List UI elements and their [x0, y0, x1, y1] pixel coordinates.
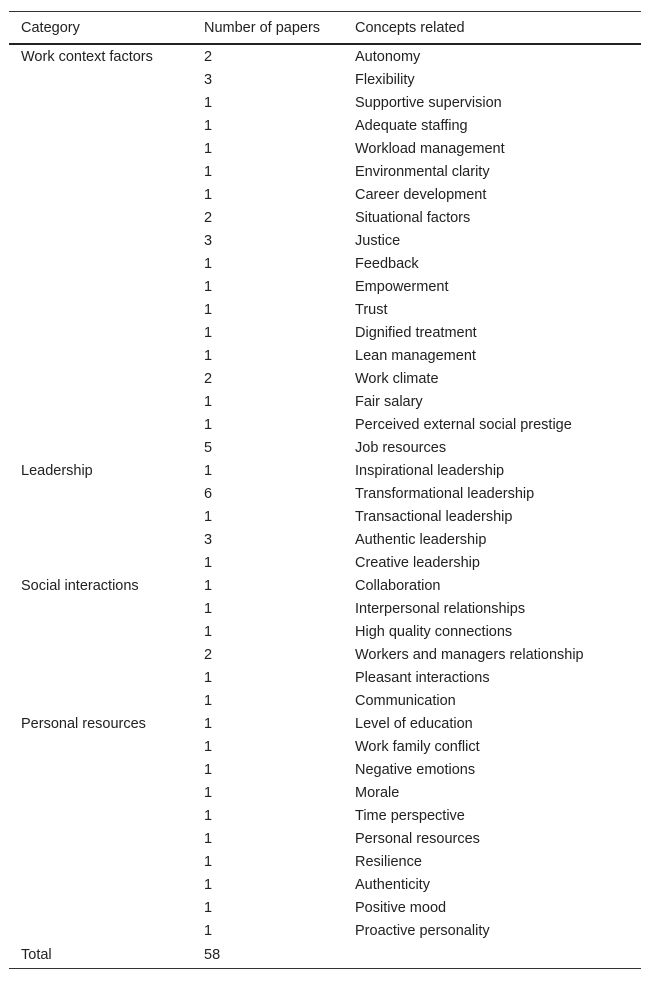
category-cell: [9, 666, 192, 689]
total-label: Total: [21, 947, 52, 963]
category-cell: [9, 735, 192, 758]
concept-cell: Adequate staffing: [355, 117, 468, 134]
concept-cell: Pleasant interactions: [355, 669, 490, 686]
concept-cell: Career development: [355, 186, 487, 203]
table-row: [9, 804, 641, 827]
paper-count-cell: 1: [204, 899, 213, 916]
paper-count-cell: 1: [204, 186, 213, 203]
table-row: [9, 229, 641, 252]
concept-cell: Authenticity: [355, 876, 430, 893]
concept-cell: Situational factors: [355, 209, 471, 226]
concept-cell: Proactive personality: [355, 922, 490, 939]
table-row: [9, 91, 641, 114]
concept-cell: Time perspective: [355, 807, 465, 824]
concept-cell: Autonomy: [355, 48, 421, 65]
concept-cell: Empowerment: [355, 278, 449, 295]
concept-cell: Job resources: [355, 439, 447, 456]
category-cell: [9, 758, 192, 781]
concept-cell: Transactional leadership: [355, 508, 513, 525]
paper-count-cell: 1: [204, 853, 213, 870]
category-cell: [9, 804, 192, 827]
table-row: [9, 413, 641, 436]
table-row: [9, 643, 641, 666]
table-row: [9, 183, 641, 206]
category-cell: [9, 551, 192, 574]
category-cell: Work context factors: [21, 48, 153, 65]
paper-count-cell: 1: [204, 669, 213, 686]
concept-cell: Transformational leadership: [355, 485, 535, 502]
paper-count-cell: 1: [204, 692, 213, 709]
table-row: [9, 712, 641, 735]
category-cell: [9, 114, 192, 137]
concept-cell: Creative leadership: [355, 554, 480, 571]
paper-count-cell: 1: [204, 922, 213, 939]
table-row: [9, 827, 641, 850]
category-cell: [9, 160, 192, 183]
concept-cell: Supportive supervision: [355, 94, 502, 111]
concept-cell: Feedback: [355, 255, 419, 272]
category-cell: [9, 321, 192, 344]
category-cell: [9, 620, 192, 643]
header-row: [9, 12, 641, 45]
concept-cell: Trust: [355, 301, 388, 318]
paper-count-cell: 1: [204, 830, 213, 847]
category-cell: [9, 850, 192, 873]
concepts-table-container: [9, 11, 641, 969]
category-cell: [9, 873, 192, 896]
header-category: Category: [21, 19, 80, 36]
concept-cell: Flexibility: [355, 71, 415, 88]
concept-cell: Dignified treatment: [355, 324, 477, 341]
table-row: [9, 275, 641, 298]
table-row: [9, 689, 641, 712]
paper-count-cell: 1: [204, 623, 213, 640]
table-row: [9, 160, 641, 183]
table-row: [9, 68, 641, 91]
category-cell: Personal resources: [21, 715, 146, 732]
concept-cell: Morale: [355, 784, 400, 801]
category-cell: [9, 68, 192, 91]
table-row: [9, 896, 641, 919]
concepts-table: [9, 11, 641, 969]
concept-cell: Workers and managers relationship: [355, 646, 584, 663]
paper-count-cell: 3: [204, 71, 213, 88]
paper-count-cell: 6: [204, 485, 213, 502]
table-row: [9, 574, 641, 597]
category-cell: [9, 344, 192, 367]
concept-cell: Communication: [355, 692, 456, 709]
category-cell: [9, 229, 192, 252]
table-row: [9, 551, 641, 574]
paper-count-cell: 2: [204, 209, 213, 226]
category-cell: [9, 390, 192, 413]
concept-cell: Level of education: [355, 715, 473, 732]
table-row: [9, 781, 641, 804]
category-cell: [9, 781, 192, 804]
paper-count-cell: 3: [204, 232, 213, 249]
concept-cell: High quality connections: [355, 623, 513, 640]
category-cell: [9, 137, 192, 160]
header-number-of-papers: Number of papers: [204, 19, 321, 36]
header-concepts-related: Concepts related: [355, 19, 465, 36]
category-cell: [9, 896, 192, 919]
total-row: [9, 942, 641, 969]
paper-count-cell: 1: [204, 117, 213, 134]
category-cell: [9, 298, 192, 321]
paper-count-cell: 1: [204, 462, 213, 479]
paper-count-cell: 2: [204, 370, 213, 387]
paper-count-cell: 1: [204, 600, 213, 617]
category-cell: Leadership: [21, 462, 93, 479]
paper-count-cell: 1: [204, 416, 213, 433]
category-cell: [9, 275, 192, 298]
table-row: [9, 298, 641, 321]
category-cell: [9, 413, 192, 436]
concept-cell: Collaboration: [355, 577, 441, 594]
paper-count-cell: 1: [204, 393, 213, 410]
concept-cell: Resilience: [355, 853, 422, 870]
concept-cell: Interpersonal relationships: [355, 600, 526, 617]
concept-cell: Environmental clarity: [355, 163, 490, 180]
category-cell: [9, 183, 192, 206]
table-row: [9, 919, 641, 942]
table-row: [9, 620, 641, 643]
table-row: [9, 758, 641, 781]
table-row: [9, 597, 641, 620]
paper-count-cell: 1: [204, 278, 213, 295]
concept-cell: Negative emotions: [355, 761, 476, 778]
concept-cell: Authentic leadership: [355, 531, 487, 548]
paper-count-cell: 1: [204, 140, 213, 157]
paper-count-cell: 5: [204, 439, 213, 456]
paper-count-cell: 1: [204, 163, 213, 180]
paper-count-cell: 1: [204, 94, 213, 111]
paper-count-cell: 1: [204, 554, 213, 571]
table-row: [9, 252, 641, 275]
table-row: [9, 321, 641, 344]
concept-cell: Positive mood: [355, 899, 447, 916]
category-cell: [9, 505, 192, 528]
total-empty-cell: [343, 942, 641, 969]
table-row: [9, 114, 641, 137]
table-row: [9, 666, 641, 689]
paper-count-cell: 1: [204, 784, 213, 801]
category-cell: Social interactions: [21, 577, 139, 594]
category-cell: [9, 367, 192, 390]
concept-cell: Work climate: [355, 370, 439, 387]
total-value: 58: [204, 947, 221, 963]
concept-cell: Fair salary: [355, 393, 423, 410]
paper-count-cell: 1: [204, 807, 213, 824]
table-footer: [9, 942, 641, 969]
table-row: [9, 344, 641, 367]
concept-cell: Work family conflict: [355, 738, 480, 755]
paper-count-cell: 1: [204, 715, 213, 732]
category-cell: [9, 206, 192, 229]
paper-count-cell: 1: [204, 508, 213, 525]
category-cell: [9, 91, 192, 114]
table-row: [9, 44, 641, 68]
table-row: [9, 459, 641, 482]
paper-count-cell: 1: [204, 324, 213, 341]
paper-count-cell: 2: [204, 646, 213, 663]
paper-count-cell: 1: [204, 876, 213, 893]
table-row: [9, 528, 641, 551]
concept-cell: Perceived external social prestige: [355, 416, 572, 433]
table-row: [9, 873, 641, 896]
category-cell: [9, 597, 192, 620]
concept-cell: Inspirational leadership: [355, 462, 505, 479]
table-row: [9, 505, 641, 528]
concept-cell: Justice: [355, 232, 401, 249]
table-row: [9, 482, 641, 505]
table-row: [9, 850, 641, 873]
category-cell: [9, 689, 192, 712]
paper-count-cell: 1: [204, 301, 213, 318]
category-cell: [9, 827, 192, 850]
table-row: [9, 367, 641, 390]
table-row: [9, 137, 641, 160]
paper-count-cell: 1: [204, 255, 213, 272]
category-cell: [9, 919, 192, 942]
table-row: [9, 390, 641, 413]
category-cell: [9, 482, 192, 505]
category-cell: [9, 528, 192, 551]
concept-cell: Workload management: [355, 140, 505, 157]
table-row: [9, 436, 641, 459]
concept-cell: Lean management: [355, 347, 476, 364]
table-header: [9, 12, 641, 45]
paper-count-cell: 1: [204, 738, 213, 755]
table-row: [9, 735, 641, 758]
category-cell: [9, 643, 192, 666]
category-cell: [9, 436, 192, 459]
paper-count-cell: 1: [204, 347, 213, 364]
paper-count-cell: 3: [204, 531, 213, 548]
paper-count-cell: 1: [204, 577, 213, 594]
concept-cell: Personal resources: [355, 830, 480, 847]
paper-count-cell: 1: [204, 761, 213, 778]
category-cell: [9, 252, 192, 275]
table-row: [9, 206, 641, 229]
table-body: [9, 44, 641, 942]
paper-count-cell: 2: [204, 48, 213, 65]
